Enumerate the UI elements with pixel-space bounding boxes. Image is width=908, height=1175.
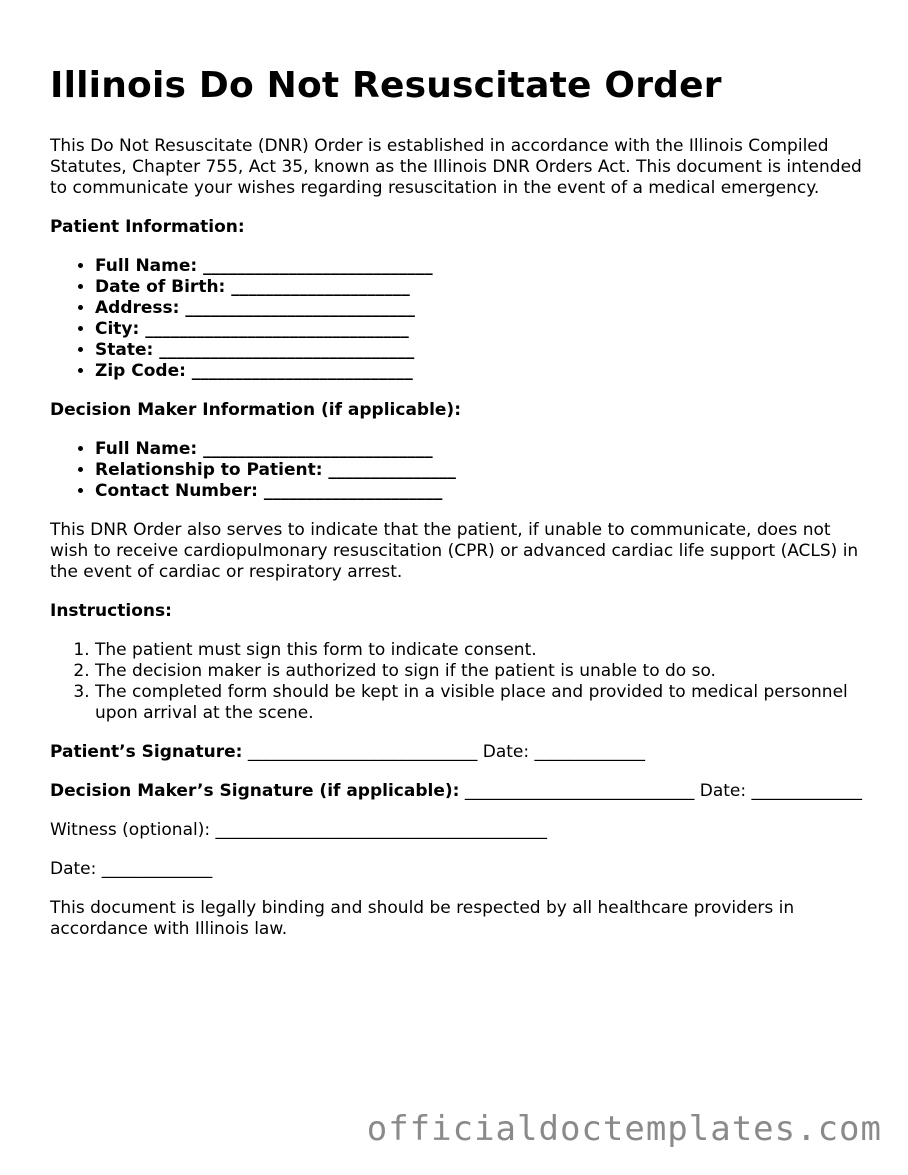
watermark-text: officialdoctemplates.com bbox=[366, 1109, 882, 1149]
decision-maker-relationship-field: • Relationship to Patient: _______________ bbox=[95, 460, 870, 481]
document-page bbox=[50, 62, 870, 958]
patient-signature-line bbox=[50, 742, 870, 763]
witness-line: Witness (optional): _______________________________________ bbox=[50, 820, 547, 840]
instruction-item: 2. The decision maker is authorized to sign if the patient is unable to do so. bbox=[95, 661, 870, 682]
instructions-list bbox=[50, 640, 870, 724]
intro-paragraph: This Do Not Resuscitate (DNR) Order is established in accordance with the Illinois Compiled Statutes, Chapter 755, Act 35, known as the Illinois DNR Orders Act. This document is intended to communicate your wishes regarding resuscitation in the event of a medical emergency. bbox=[50, 136, 862, 198]
closing-paragraph: This document is legally binding and should be respected by all healthcare providers in accordance with Illinois law. bbox=[50, 898, 795, 939]
patient-dob-field: • Date of Birth: _____________________ bbox=[95, 277, 870, 298]
decision-maker-heading: Decision Maker Information (if applicable): bbox=[50, 400, 462, 420]
decision-maker-list bbox=[50, 439, 870, 502]
patient-state-field: • State: ______________________________ bbox=[95, 340, 870, 361]
patient-info-heading: Patient Information: bbox=[50, 217, 245, 237]
patient-zip-field: • Zip Code: __________________________ bbox=[95, 361, 870, 382]
patient-info-list bbox=[50, 256, 870, 382]
document-title: Illinois Do Not Resuscitate Order bbox=[50, 65, 722, 106]
patient-full-name-field: • Full Name: ___________________________ bbox=[95, 256, 870, 277]
witness-date-line: Date: _____________ bbox=[50, 859, 213, 879]
patient-address-field: • Address: ___________________________ bbox=[95, 298, 870, 319]
cpr-paragraph: This DNR Order also serves to indicate that the patient, if unable to communicate, does not wish to receive cardiopulmonary resuscitation (CPR) or advanced cardiac life support (ACLS) in the event of cardiac or respiratory arrest. bbox=[50, 520, 859, 582]
instruction-item: 3. The completed form should be kept in a visible place and provided to medical personnel upon arrival at the scene. bbox=[95, 682, 870, 724]
decision-maker-contact-field: • Contact Number: _____________________ bbox=[95, 481, 870, 502]
patient-city-field: • City: _______________________________ bbox=[95, 319, 870, 340]
decision-maker-signature-label: Decision Maker’s Signature (if applicable): bbox=[50, 781, 460, 801]
instructions-heading: Instructions: bbox=[50, 601, 172, 621]
patient-signature-label: Patient’s Signature: bbox=[50, 742, 243, 762]
instruction-item: 1. The patient must sign this form to indicate consent. bbox=[95, 640, 870, 661]
decision-maker-signature-line bbox=[50, 781, 870, 802]
decision-maker-name-field: • Full Name: ___________________________ bbox=[95, 439, 870, 460]
decision-maker-signature-blank: ___________________________ Date: _____________ bbox=[459, 781, 863, 801]
patient-signature-blank: ___________________________ Date: _____________ bbox=[242, 742, 646, 762]
